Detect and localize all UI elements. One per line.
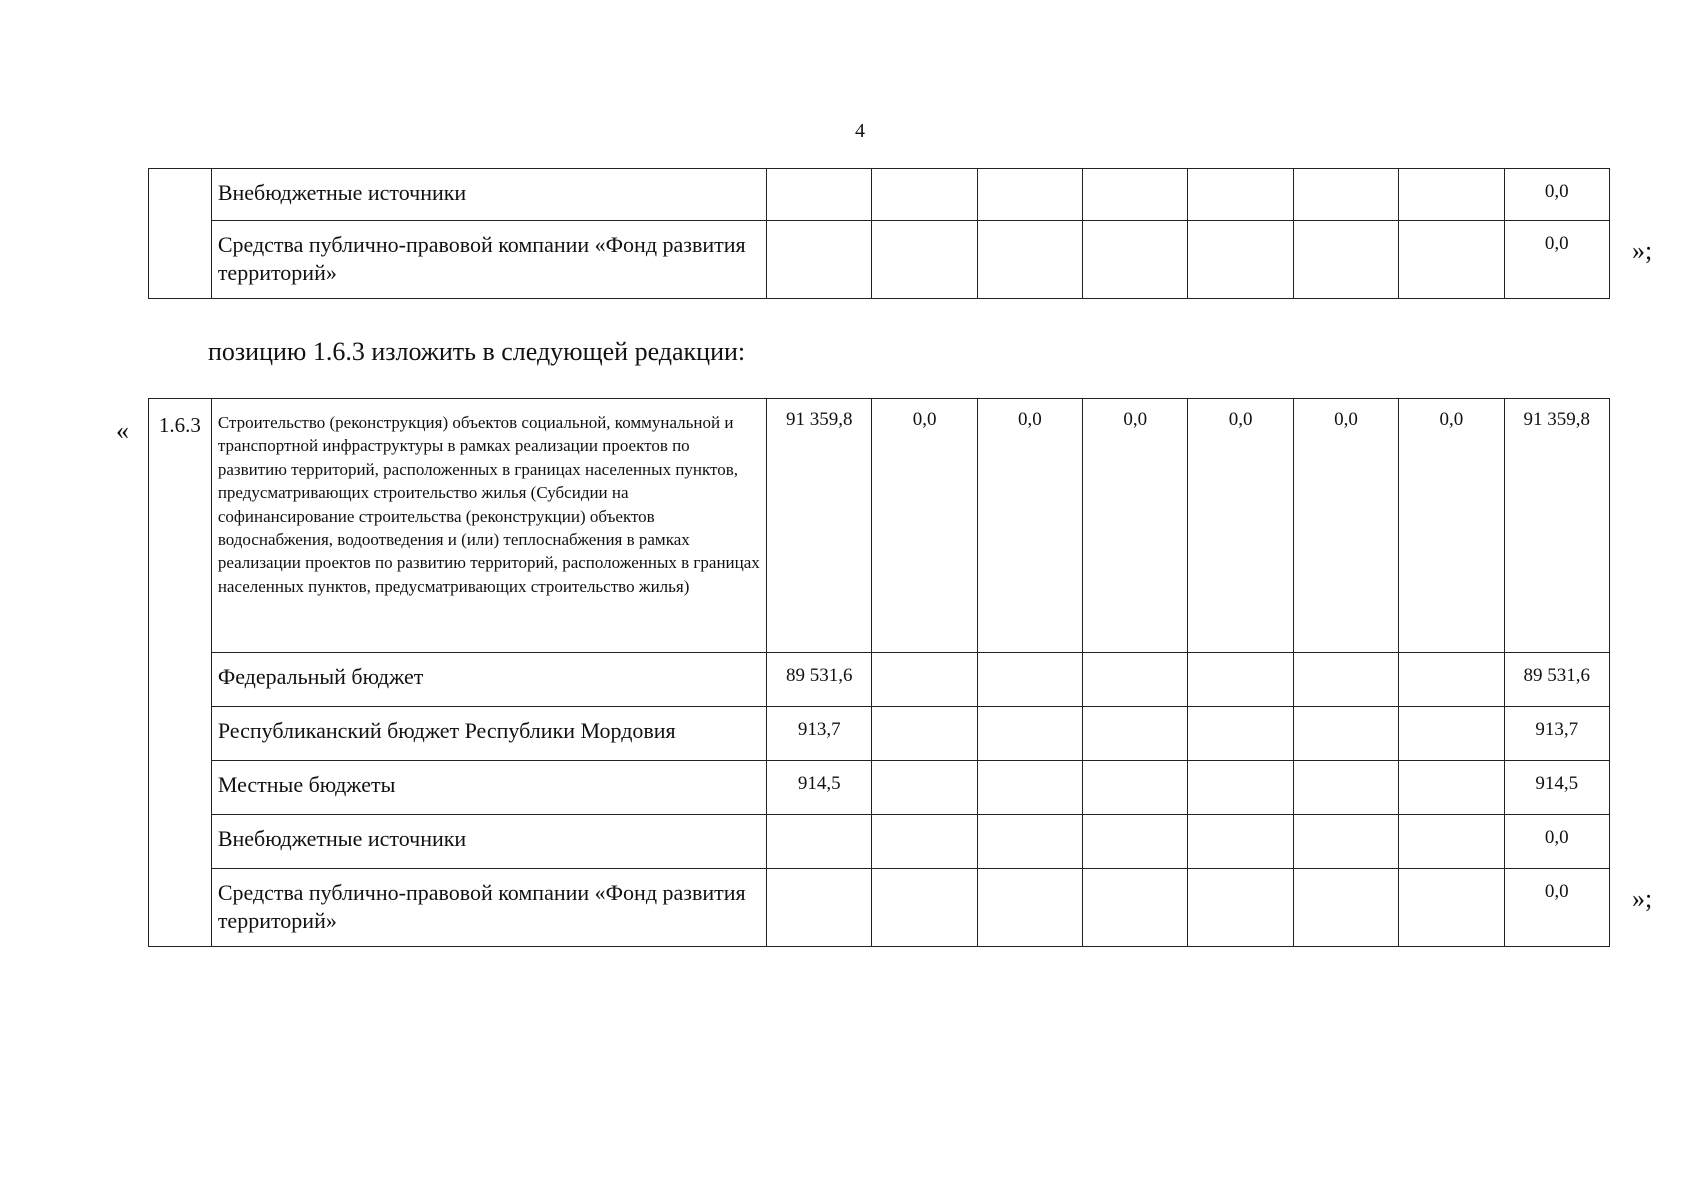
value-cell: 914,5 — [1504, 761, 1609, 815]
closing-quote: »; — [1632, 884, 1653, 913]
row-name: Строительство (реконструкция) объектов социальной, коммунальной и транспортной инфраструктуры в рамках реализации проектов по развитию территорий, расположенных в границах населенных пунктов, предусматривающих строительство жилья (Субсидии на софинансирование строительства (реконструкции) объектов водоснабжения, водоотведения и (или) теплоснабжения в рамках реализации проектов по развитию территорий, расположенных в границах населенных пунктов, предусматривающих строительство жилья) — [211, 399, 766, 653]
value-cell — [767, 869, 872, 947]
row-name: Средства публично-правовой компании «Фонд развития территорий» — [211, 869, 766, 947]
value-cell — [1399, 761, 1504, 815]
row-name: Федеральный бюджет — [211, 653, 766, 707]
value-cell — [977, 761, 1082, 815]
value-cell — [1083, 221, 1188, 299]
value-cell — [1083, 707, 1188, 761]
value-cell: 0,0 — [1504, 815, 1609, 869]
value-cell: 913,7 — [1504, 707, 1609, 761]
closing-quote: »; — [1632, 236, 1653, 265]
value-cell — [1083, 169, 1188, 221]
table-row — [149, 399, 1610, 653]
value-cell — [977, 707, 1082, 761]
value-cell: 0,0 — [1504, 221, 1609, 299]
opening-quote: « — [116, 416, 129, 445]
value-cell — [1188, 815, 1293, 869]
value-cell: 0,0 — [1504, 169, 1609, 221]
value-cell — [1399, 169, 1504, 221]
value-cell — [977, 653, 1082, 707]
value-cell — [1399, 869, 1504, 947]
value-cell — [1188, 221, 1293, 299]
value-cell: 0,0 — [1399, 399, 1504, 653]
value-cell — [1293, 707, 1398, 761]
value-cell — [1399, 815, 1504, 869]
row-name: Республиканский бюджет Республики Мордовия — [211, 707, 766, 761]
value-cell — [1293, 169, 1398, 221]
table-row — [149, 869, 1610, 947]
value-cell — [872, 761, 977, 815]
value-cell — [1293, 653, 1398, 707]
value-cell: 0,0 — [977, 399, 1082, 653]
intro-text: позицию 1.6.3 изложить в следующей редакции: — [208, 337, 746, 366]
table-row — [149, 221, 1610, 299]
value-cell — [872, 653, 977, 707]
value-cell: 91 359,8 — [1504, 399, 1609, 653]
page-number: 4 — [855, 120, 865, 142]
value-cell — [1083, 761, 1188, 815]
value-cell — [1188, 869, 1293, 947]
value-cell — [1293, 869, 1398, 947]
value-cell — [1188, 653, 1293, 707]
value-cell — [767, 169, 872, 221]
value-cell: 914,5 — [767, 761, 872, 815]
value-cell — [1188, 761, 1293, 815]
value-cell: 0,0 — [1083, 399, 1188, 653]
value-cell — [1399, 221, 1504, 299]
value-cell — [1293, 815, 1398, 869]
value-cell: 91 359,8 — [767, 399, 872, 653]
value-cell: 913,7 — [767, 707, 872, 761]
value-cell: 0,0 — [1293, 399, 1398, 653]
table-top — [148, 168, 1610, 299]
table-row — [149, 761, 1610, 815]
value-cell — [1293, 221, 1398, 299]
table-row — [149, 653, 1610, 707]
value-cell — [1188, 707, 1293, 761]
value-cell — [1083, 815, 1188, 869]
table-main — [148, 398, 1610, 947]
value-cell: 89 531,6 — [1504, 653, 1609, 707]
value-cell — [1399, 653, 1504, 707]
table-row — [149, 707, 1610, 761]
value-cell: 0,0 — [1504, 869, 1609, 947]
value-cell — [872, 815, 977, 869]
value-cell — [872, 707, 977, 761]
row-name: Внебюджетные источники — [211, 169, 766, 221]
value-cell: 0,0 — [1188, 399, 1293, 653]
value-cell — [872, 169, 977, 221]
row-name: Местные бюджеты — [211, 761, 766, 815]
value-cell — [872, 869, 977, 947]
value-cell — [1083, 653, 1188, 707]
value-cell — [977, 869, 1082, 947]
table-row — [149, 815, 1610, 869]
table-row — [149, 169, 1610, 221]
value-cell — [1399, 707, 1504, 761]
row-name: Средства публично-правовой компании «Фонд развития территорий» — [211, 221, 766, 299]
index-cell: 1.6.3 — [149, 399, 212, 947]
value-cell — [977, 169, 1082, 221]
row-name: Внебюджетные источники — [211, 815, 766, 869]
value-cell — [872, 221, 977, 299]
value-cell — [767, 815, 872, 869]
value-cell — [977, 815, 1082, 869]
value-cell — [977, 221, 1082, 299]
value-cell — [1188, 169, 1293, 221]
value-cell — [767, 221, 872, 299]
value-cell: 89 531,6 — [767, 653, 872, 707]
value-cell — [1293, 761, 1398, 815]
index-cell — [149, 169, 212, 299]
value-cell — [1083, 869, 1188, 947]
value-cell: 0,0 — [872, 399, 977, 653]
